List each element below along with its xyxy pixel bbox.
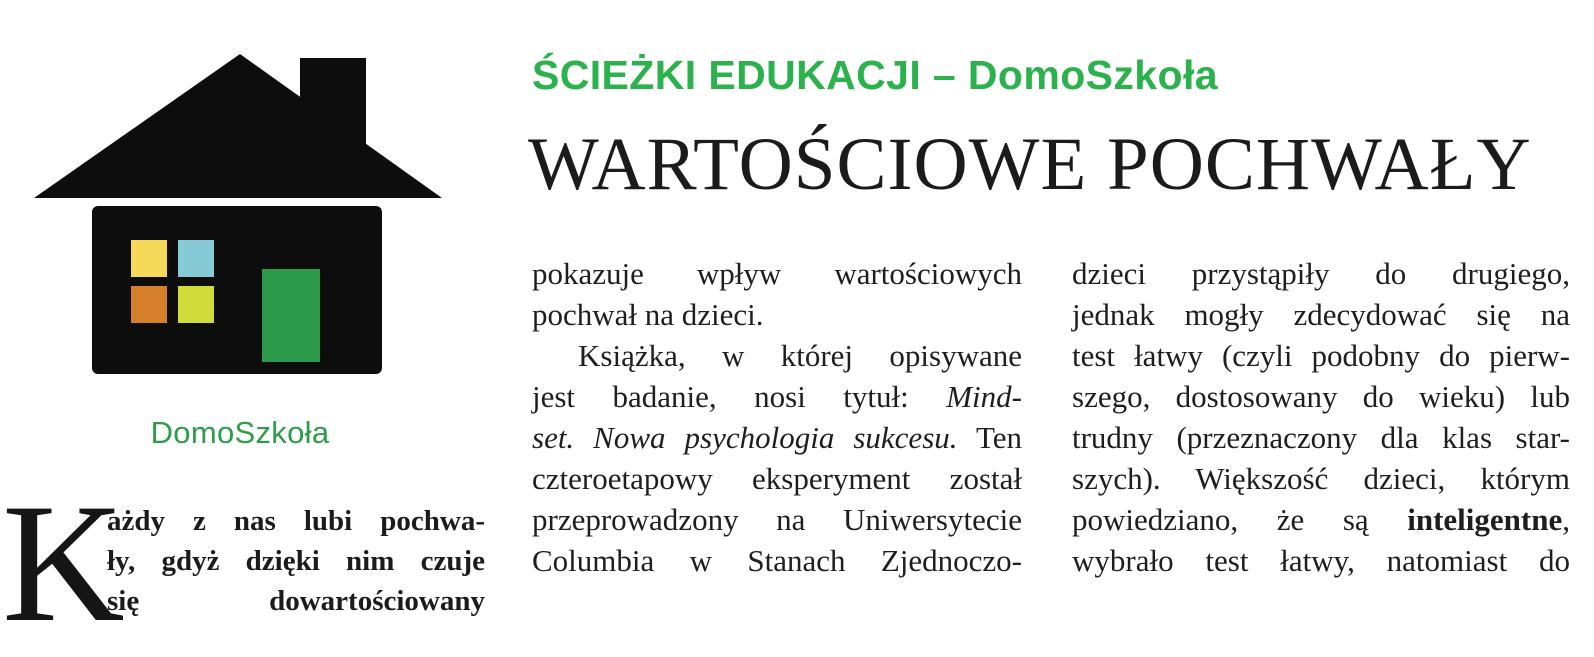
emphasis-bold: inteligentne [1407,502,1563,537]
body-column-middle [532,253,1022,581]
body-line: czteroetapowy eksperyment został [532,461,1022,496]
lead-line: ły, gdyż dzięki nim czuje [107,545,485,577]
body-line: wybrało test łatwy, natomiast do [1072,543,1570,578]
body-line: szych). Większość dzieci, którym [1072,461,1570,496]
section-kicker: ŚCIEŻKI EDUKACJI – DomoSzkoła [532,52,1218,98]
logo-name: DomoSzkoła [150,415,330,450]
book-title-italic: set. Nowa psychologia sukcesu. [532,420,958,455]
lead-line: ażdy z nas lubi pochwa- [107,505,485,537]
window-pane-bottom-left [131,286,167,323]
body-line [1072,499,1570,540]
body-line: Książka, w której opisywane [578,338,1022,373]
body-line: test łatwy (czyli podobny do pierw- [1072,338,1570,373]
body-line: dzieci przystąpiły do drugiego, [1072,256,1570,291]
body-line: jednak mogły zdecydować się na [1072,297,1570,332]
body-text: , [1562,502,1570,537]
body-line [532,417,1022,458]
body-line [532,376,1022,417]
body-line: Columbia w Stanach Zjednoczo- [532,543,1022,578]
drop-cap: K [2,469,125,657]
body-text: Ten [957,420,1022,455]
domoszkola-logo [30,50,450,460]
house-roof [34,54,442,198]
house-door [262,269,320,362]
body-line: przeprowadzony na Uniwersytecie [532,502,1022,537]
body-column-right [1072,253,1570,581]
body-line: pokazuje wpływ wartościowych [532,256,1022,291]
window-pane-top-right [178,240,214,277]
window-pane-bottom-right [178,286,214,323]
lead-line: się dowartościowany [107,585,485,617]
book-title-italic: Mind- [946,379,1022,414]
window-pane-top-left [131,240,167,277]
body-text: powiedziano, że są [1072,502,1408,537]
body-text: jest badanie, nosi tytuł: [532,379,947,414]
house-icon [30,50,450,380]
body-line: szego, dostosowany do wieku) lub [1072,379,1570,414]
article-title: WARTOŚCIOWE POCHWAŁY [528,123,1532,206]
lead-paragraph [107,501,485,621]
body-line: pochwał na dzieci. [532,297,764,332]
body-line: trudny (przeznaczony dla klas star- [1072,420,1570,455]
